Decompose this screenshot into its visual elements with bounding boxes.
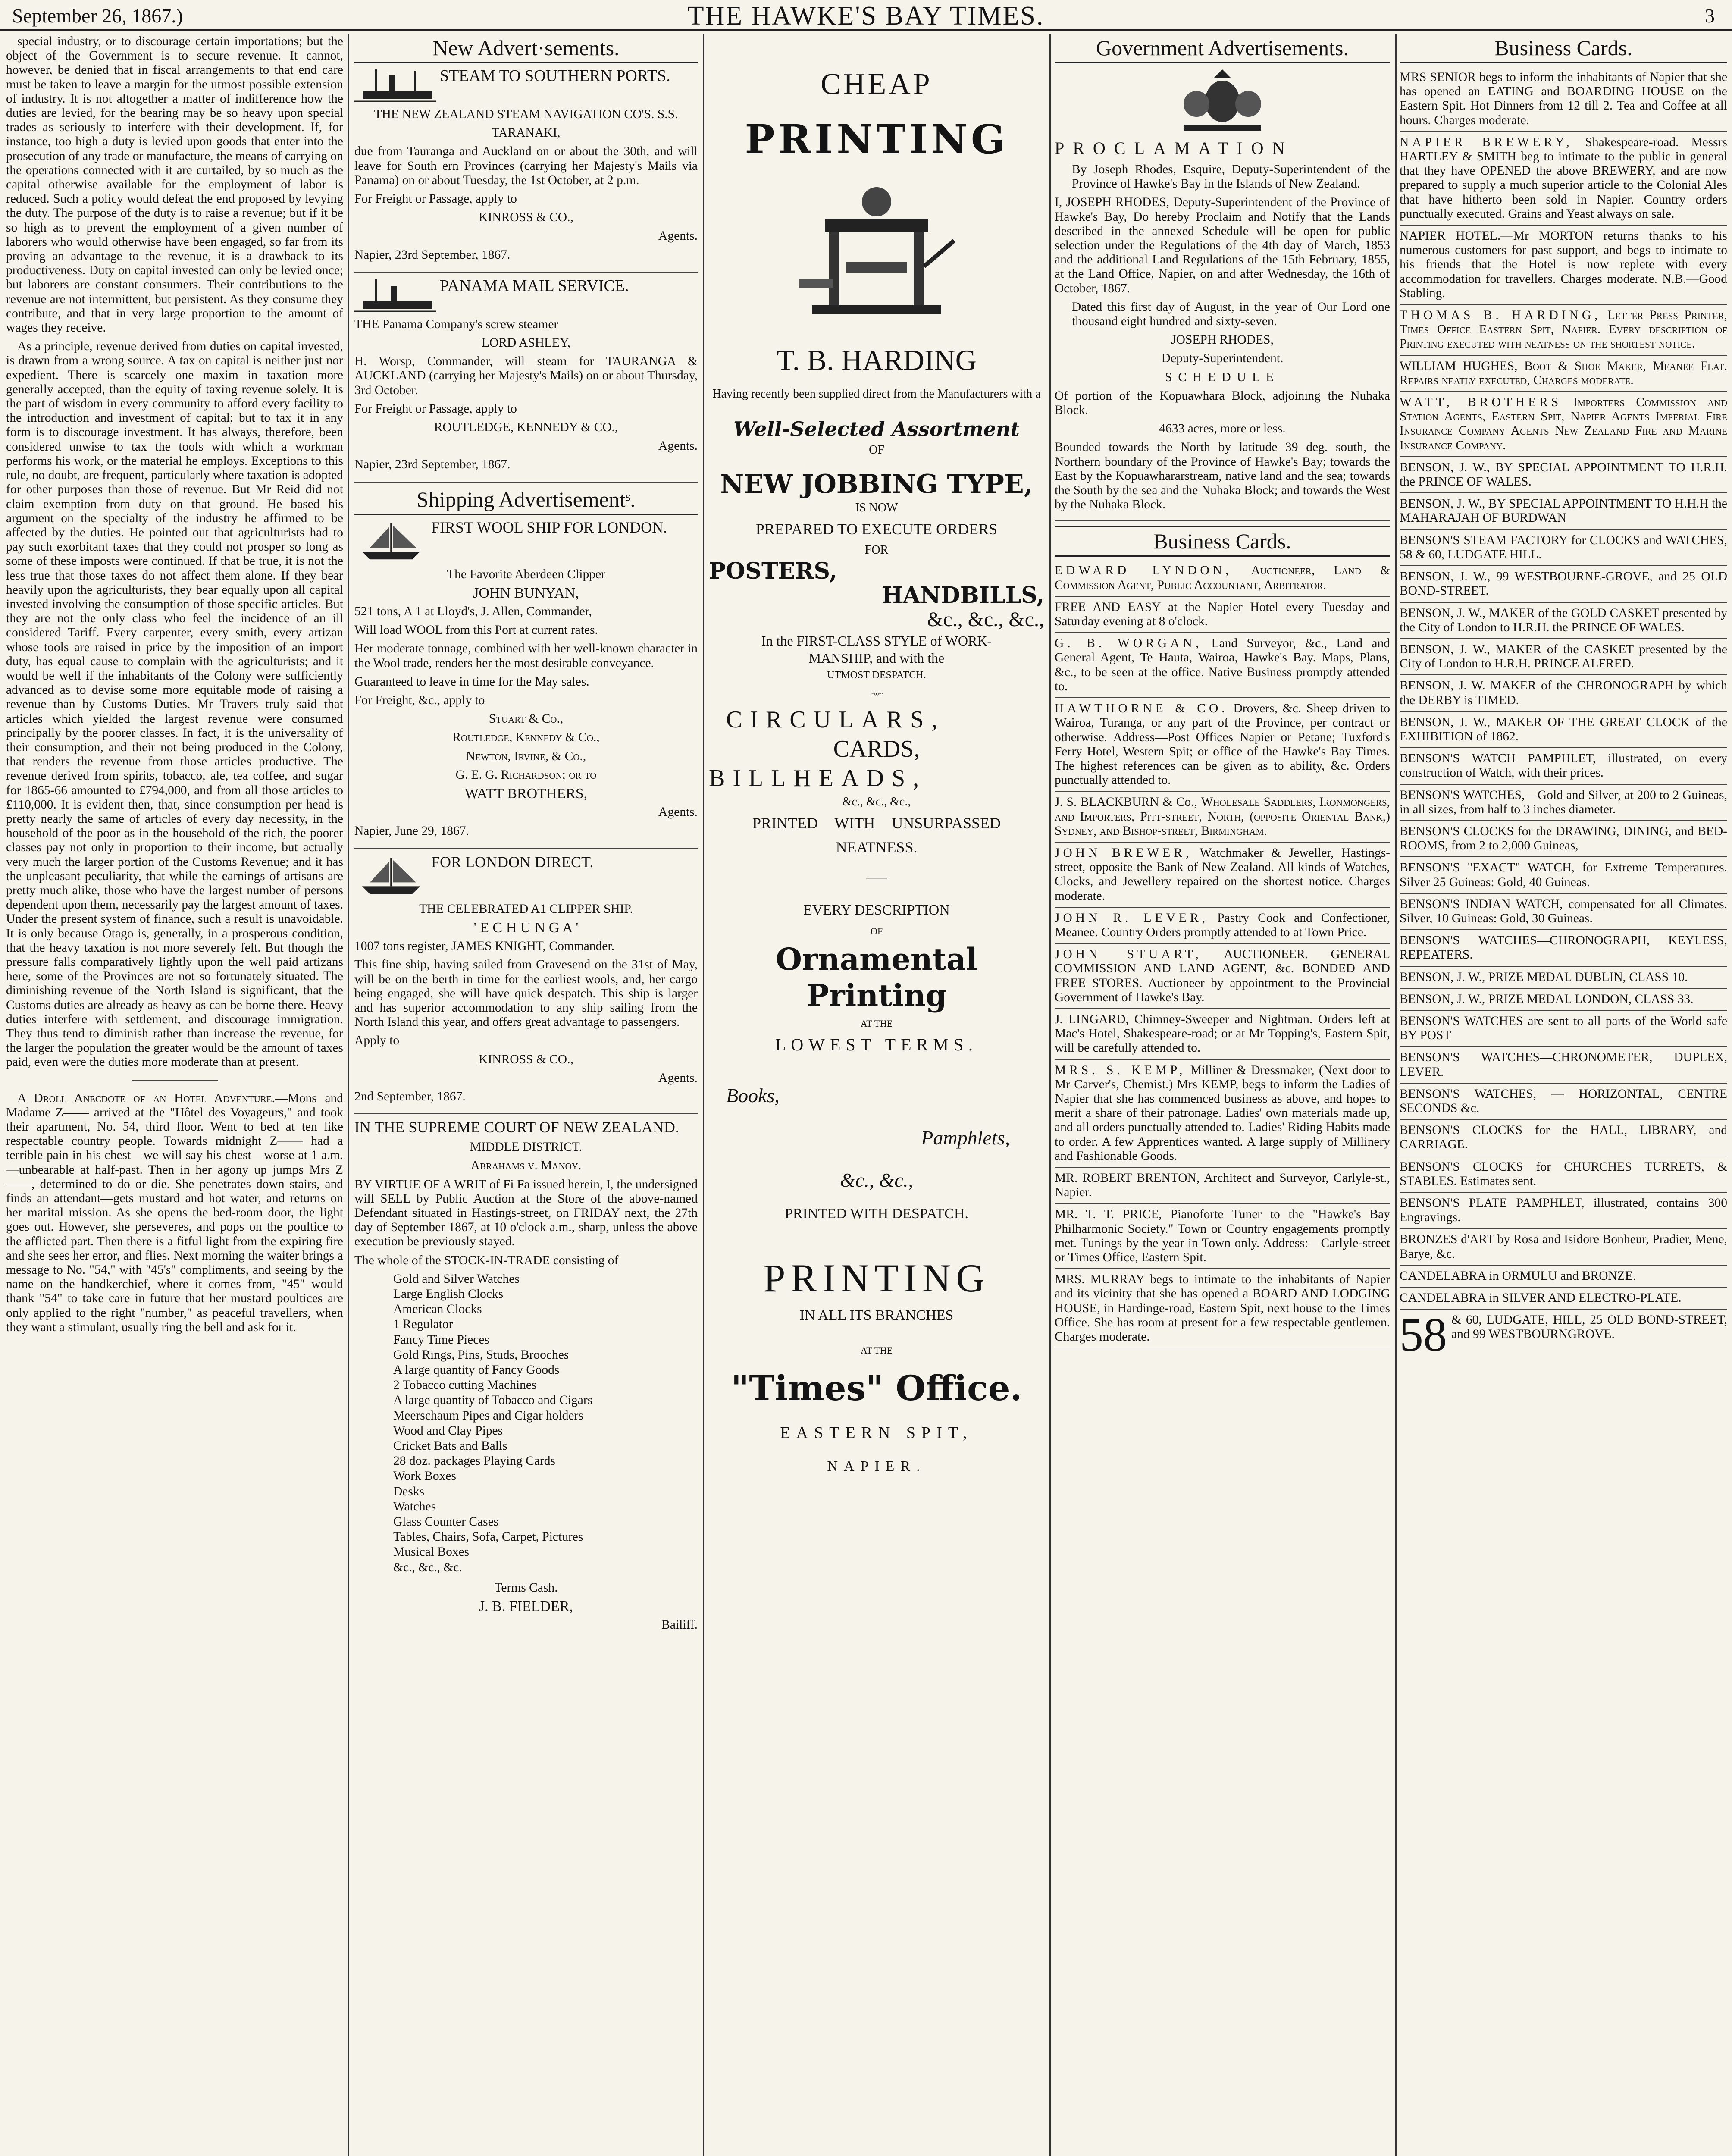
advert-text: 521 tons, A 1 at Lloyd's, J. Allen, Commander,: [354, 605, 592, 619]
benson-advert: BENSON'S WATCHES—CHRONOMETER, DUPLEX, LEVER.: [1400, 1047, 1727, 1083]
card-text: Shakespeare-road. Messrs HARTLEY & SMITH beg to intimate to the public in general that they have OPENED the above BREWERY, and are now prepared to supply a much superior article to the Colonial Ales that have hitherto been sold in Napier. Country orders punctually executed. Grains and Yeast always on sale.: [1400, 135, 1727, 221]
list-item: 1 Regulator: [393, 1317, 453, 1332]
list-item: 2 Tobacco cutting Machines: [393, 1378, 537, 1392]
card-text: Architect and Surveyor, Carlyle-st., Napier.: [1055, 1171, 1390, 1200]
printing-line: PRINTING: [763, 1256, 990, 1300]
agents-label: Agents.: [658, 1071, 698, 1085]
printing-line: "Times" Office.: [731, 1368, 1022, 1408]
card-name: JOHN STUART,: [1055, 947, 1202, 962]
card-text: FREE AND EASY at the Napier Hotel every Tuesday and Saturday evening at 8 o'clock.: [1055, 600, 1390, 629]
printing-line: PRINTED WITH UNSURPASSED: [752, 815, 1001, 832]
business-card: [1055, 1009, 1390, 1060]
advert-panama-mail: [354, 277, 698, 483]
advert-text: H. Worsp, Commander, will steam for TAURANGA & AUCKLAND (carrying her Majesty's Mails) on or about Thursday, 3rd October.: [354, 354, 698, 397]
printing-line: NAPIER.: [827, 1458, 926, 1474]
business-card: [1055, 698, 1390, 792]
business-card: [1400, 132, 1727, 226]
issue-date: September 26, 1867.): [12, 5, 183, 27]
ornament: ~∞~: [870, 690, 883, 698]
advert-line: TARANAKI,: [492, 126, 561, 140]
court-district: MIDDLE DISTRICT.: [470, 1140, 582, 1154]
advert-text: Guaranteed to leave in time for the May sales.: [354, 674, 589, 689]
card-name: EDWARD LYNDON,: [1055, 564, 1232, 578]
list-item: American Clocks: [393, 1302, 482, 1316]
newspaper-title: THE HAWKE'S BAY TIMES.: [687, 1, 1045, 31]
card-name: G. B. WORGAN,: [1055, 636, 1203, 651]
printing-line: FOR: [864, 543, 889, 557]
editorial-paragraph: As a principle, revenue derived from duties on capital invested, is drawn from a wrong source. A tax on capital is neither just nor expedient. There is scarcely one maxim in taxation more generally accepted, than the equity of taxing revenue solely. It is the part of wisdom in every community to afford every facility to the introduction and investment of capital; but to tax it in any form is to discourage investment. It has always, therefore, been considered unwise to tax the tools with which a workman performs his work, or the material he employs. Exceptions to this rule, no doubt, are frequent, particularly where taxation is adopted for other purposes than those of revenue. But Mr Reid did not claim exemption from duty on that ground. He based his argument on the specialty of the industry he affirmed to be affected by the duties. He pointed out that agriculturists had to pay such exorbitant taxes that they could not prosper so long as some of these imposts were continued. If that be true, it is not the less true that those taxes do not affect them alone. If they bear heavily upon the agriculturists, they bear equally upon all capital invested involving the consumption of those specific articles. But they are not the only class who feel the incidence of an ill considered Tariff. Every carpenter, every smith, every artizan whose tools are raised in price by the imposition of an import duty, has equal cause to complain with the agriculturists; and it would be well if the inhabitants of the Colony were sufficiently advanced as to devise some more equitable mode of raising a revenue than by Customs Duties. Mr Travers truly said that articles which yielded the largest revenue were consumed principally by the poorer classes. In fact, it is the universality of their consumption, and their not being produced in the Colony, that renders the revenue from those articles productive. The revenue derived from spirits, tobacco, ale, tea coffee, and sugar for 1865-66 amounted to £794,000, and from all those articles to £110,000. It is evident then, that, since consumption per head is pretty nearly the same of articles of every day necessity, in the household of the poor as in the household of the rich, the poorer classes pay not only in proportion to their income, but actually very much the larger portion of the Customs Revenue; and it has the unpleasant peculiarity, that while the earnings of artisans are pretty much alike, those who have the largest number of persons dependent upon them, necessarily pay the largest amount of taxes. Under the present system of finance, such a result is unavoidable. It is only because Otago is, generally, in a prosperous condition, that the heavy taxation is not more severely felt. But though the pressure falls comparatively lightly upon the well paid artizans here, some of the Provinces are not so fortunately situated. The diminishing revenue of the North Island is significant, that the Customs duties are already as heavy as can be borne there. Heavy duties interfere with settlement, and discourage immigration. They thus tend to diminish rather than increase the revenue, for the larger the population the greater would be the amount of taxes paid, even were the duties more moderate than at present.: [6, 339, 343, 1069]
list-item: A large quantity of Fancy Goods: [393, 1363, 560, 1377]
cheap-heading: CHEAP: [821, 68, 933, 101]
printing-line: HANDBILLS,: [881, 582, 1044, 608]
printing-line: Books,: [726, 1084, 780, 1106]
anecdote-title: A Droll Anecdote of an Hotel Adventure.: [17, 1091, 275, 1105]
agent-name: ROUTLEDGE, KENNEDY & CO.,: [434, 420, 618, 435]
card-name: WILLIAM HUGHES,: [1400, 359, 1518, 373]
column-adverts: [354, 34, 698, 2156]
printing-line: EVERY DESCRIPTION: [803, 902, 950, 918]
advert-wool-ship: [354, 518, 698, 849]
list-item: 28 doz. packages Playing Cards: [393, 1454, 556, 1468]
business-card: [1400, 67, 1727, 132]
benson-advert: BENSON'S WATCHES, — HORIZONTAL, CENTRE SECONDS &c.: [1400, 1084, 1727, 1120]
proclamation: [1055, 138, 1390, 521]
royal-coat-of-arms: [1055, 67, 1390, 138]
schedule-title: SCHEDULE: [1165, 370, 1280, 384]
column-rule: [1049, 34, 1051, 2156]
business-card: [1055, 1269, 1390, 1348]
printing-press-illustration: [709, 176, 1044, 333]
advert-title: IN THE SUPREME COURT OF NEW ZEALAND.: [354, 1119, 679, 1136]
card-name: MRS SENIOR: [1400, 70, 1476, 84]
list-item: Wood and Clay Pipes: [393, 1423, 503, 1438]
printing-line: AT THE: [860, 1018, 893, 1029]
advert-text: This fine ship, having sailed from Gravesend on the 31st of May, will be on the berth in time for the earliest wools, and, her cargo being engaged, she will have quick despatch. This ship is larger and has superior accommodation to any ship sailing from the North Island this year, and offers great advantage to passengers.: [354, 958, 698, 1029]
agent-name: Stuart & Co.,: [489, 712, 564, 726]
ship-name: LORD ASHLEY,: [482, 336, 570, 350]
business-card: [1400, 356, 1727, 392]
list-item: &c., &c., &c.: [393, 1560, 462, 1574]
printing-line: IS NOW: [855, 501, 898, 514]
list-item: Glass Counter Cases: [393, 1515, 499, 1529]
printing-line: Ornamental Printing: [776, 941, 977, 1013]
card-name: MRS. MURRAY: [1055, 1272, 1145, 1287]
card-text: Chimney-Sweeper and Nightman. Orders left at Mac's Hotel, Shakespeare-road; or at Mr Topping's, Eastern Spit, will be carefully attended to.: [1055, 1012, 1390, 1055]
list-item: A large quantity of Tobacco and Cigars: [393, 1393, 593, 1407]
advert-date: Napier, 23rd September, 1867.: [354, 248, 511, 262]
benson-advert: BENSON'S WATCHES—CHRONOGRAPH, KEYLESS, REPEATERS.: [1400, 930, 1727, 966]
card-name: JOHN BREWER,: [1055, 846, 1193, 860]
proclamation-text: I, JOSEPH RHODES, Deputy-Superintendent of the Province of Hawke's Bay, Do hereby Proclaim and Notify that the Lands described in the annexed Schedule will be open for public selection under the Regulations of the 4th day of March, 1853 and the additional Land Regulations of the 15th February, 1855, at the Land Office, Napier, on and after Wednesday, the 16th of October, 1867.: [1055, 195, 1390, 295]
printing-line: MANSHIP, and with the: [808, 650, 945, 666]
card-text: begs to intimate to the inhabitants of Napier and its vicinity that she has opened a BOARD AND LODGING HOUSE, in Hardinge-road, Eastern Spit, next house to the Times Office. She has room at present for a few respectable gentlemen. Charges moderate.: [1055, 1272, 1390, 1344]
advert-text: Apply to: [354, 1034, 400, 1048]
printing-line: PRINTED WITH DESPATCH.: [785, 1206, 968, 1222]
terms: Terms Cash.: [494, 1580, 558, 1595]
advert-line: The Favorite Aberdeen Clipper: [447, 567, 605, 581]
business-card: [1055, 633, 1390, 698]
list-item: Gold and Silver Watches: [393, 1272, 520, 1286]
business-card: [1055, 1204, 1390, 1269]
advert-title: FOR LONDON DIRECT.: [431, 853, 594, 871]
list-item: Meerschaum Pipes and Cigar holders: [393, 1408, 583, 1423]
printing-line: UTMOST DESPATCH.: [827, 670, 926, 681]
benson-advert: BENSON'S WATCHES,—Gold and Silver, at 200 to 2 Guineas, in all sizes, from half to 3 inches diameter.: [1400, 785, 1727, 821]
anecdote-text: —Mons and Madame Z—— arrived at the "Hôtel des Voyageurs," and took their apartment, No. 54, third floor. Went to bed at ten like respectable country people. Towards midnight Z—— had a terrible pain in his chest—we will say his chest—worse at 1 a.m.—unbearable at half-past. Then in her agony up jumps Mrs Z——, determined to do or die. She penetrates down stairs, and finds an attendant—gets mustard and hot water, and returns on her marital mission. As she opens the bed-room door, the light goes out. However, she perseveres, and pops on the poultice to the afflicted part. Then there is a fitful light from the expiring fire and she sees her error, and flies. Next morning the waiter brings a message to No. "54," with "45's" compliments, and seeing by the name on the handkerchief, where it comes from, "45" would thank "54" to take care in future that her mustard poultices are only applied to the right "number," as peaceful travellers, when they want a stimulant, usually ring the bell and ask for it.: [6, 1091, 343, 1334]
card-name: J. S. BLACKBURN & Co.,: [1055, 795, 1198, 809]
advert-text: 1007 tons register, JAMES KNIGHT, Commander.: [354, 939, 614, 953]
agent-name: Newton, Irvine, & Co.,: [466, 749, 586, 763]
card-text: Land Surveyor, &c., Land and General Agent, Te Hauta, Wairoa, Hawke's Bay. Maps, Plans, &c., to be seen at the office. Native Business promptly attended to.: [1055, 636, 1390, 693]
business-card: [1400, 226, 1727, 305]
card-name: JOHN R. LEVER,: [1055, 911, 1209, 925]
court-case: Abrahams v. Manoy.: [470, 1159, 582, 1173]
agent-name: KINROSS & CO.,: [479, 1052, 573, 1066]
advert-text: For Freight, &c., apply to: [354, 693, 485, 708]
sailing-ship-icon: [354, 518, 428, 566]
printing-line: LOWEST TERMS.: [775, 1035, 978, 1054]
list-item: Desks: [393, 1484, 425, 1498]
card-name: MRS. S. KEMP,: [1055, 1063, 1186, 1077]
benson-advert: BENSON, J. W., BY SPECIAL APPOINTMENT TO H.R.H. the PRINCE OF WALES.: [1400, 457, 1727, 493]
printing-line: NEW JOBBING TYPE,: [720, 469, 1033, 499]
advert-title: STEAM TO SOUTHERN PORTS.: [440, 67, 670, 85]
ship-name: JOHN BUNYAN,: [473, 585, 579, 601]
column-printing-advert: [709, 34, 1044, 2156]
printing-line: OF: [870, 926, 883, 937]
printing-line: &c., &c., &c.,: [842, 795, 911, 808]
list-item: Cricket Bats and Balls: [393, 1439, 507, 1453]
benson-advert: BENSON, J. W., MAKER of the CASKET presented by the City of London to H.R.H. PRINCE ALFRED.: [1400, 639, 1727, 675]
agent-name: Routledge, Kennedy & Co.,: [452, 730, 600, 745]
card-text: Boot & Shoe Maker, Meanee Flat. Repairs neatly executed, Charges moderate.: [1400, 359, 1727, 387]
anecdote: [6, 1091, 343, 1335]
printing-line: In the FIRST-CLASS STYLE of WORK-: [761, 633, 992, 649]
list-item: Musical Boxes: [393, 1545, 470, 1559]
proclamation-title: PROCLAMATION: [1055, 138, 1294, 158]
card-name: J. LINGARD,: [1055, 1012, 1129, 1026]
advert-date: 2nd September, 1867.: [354, 1089, 466, 1103]
advert-text: Will load WOOL from this Port at current rates.: [354, 623, 598, 637]
printing-line: PREPARED TO EXECUTE ORDERS: [755, 520, 998, 538]
steamship-icon: [354, 277, 436, 316]
business-card: [1055, 1168, 1390, 1204]
printing-line: AT THE: [860, 1345, 893, 1356]
column-rule: [348, 34, 349, 2156]
advert-title: FIRST WOOL SHIP FOR LONDON.: [431, 518, 667, 536]
printing-line: Well-Selected Assortment: [733, 417, 1020, 441]
agents-label: Agents.: [658, 805, 698, 819]
benson-advert: BENSON, J. W., 99 WESTBOURNE-GROVE, and 25 OLD BOND-STREET.: [1400, 566, 1727, 602]
card-text: AUCTIONEER. GENERAL COMMISSION AND LAND AGENT, &c. BONDED AND FREE STORES. Auctioneer by appointment to the Provincial Government of Hawke's Bay.: [1055, 947, 1390, 1004]
agents-label: Agents.: [658, 439, 698, 453]
advert-text: BY VIRTUE OF A WRIT of Fi Fa issued herein, I, the undersigned will SELL by Public Auction at the Store of the above-named Defendant situated in Hastings-street, on FRIDAY next, the 27th day of September 1867, at 10 o'clock a.m., sharp, unless the above execution be previously stayed.: [354, 1177, 698, 1249]
printing-heading: PRINTING: [745, 116, 1009, 163]
benson-address: [1400, 1308, 1727, 1361]
card-text: Pastry Cook and Confectioner, Meanee. Country Orders promptly attended to at Town Price.: [1055, 911, 1390, 939]
editorial-paragraph: special industry, or to discourage certain importations; but the object of the Government is to secure revenue. It cannot, however, be denied that in fiscal arrangements to that end care must be taken to leave a margin for the utmost possible extension of industry. It is not altogether a matter of indifference how the duties are levied, for the bearing may be so heavy upon special trades as seriously to interfere with their development. If, for instance, too high a duty is levied upon goods that enter into the prosecution of any trade or manufacture, the means of carrying on the operations connected with it are curtailed, by so much as the capital otherwise available for the employment of labor is reduced. Such a policy would defeat the end proposed by levying the duty. The purpose of the duty is to raise a revenue; but if it be so high as to prevent the employment of a given number of laborers who would otherwise have been engaged, so far from its proving an advantage to the revenue, it is a drawback to its productiveness. Duty on capital invested can only be levied once; but laborers are constant consumers. Their contributions to the revenue are not intermittent, but persistent. As they consume they contribute, and that in very large proportion to the amount of wages they receive.: [6, 34, 343, 335]
column-business-cards: [1400, 34, 1727, 2156]
card-name: NAPIER HOTEL.: [1400, 229, 1501, 243]
business-card: [1400, 392, 1727, 457]
advert-london-direct: [354, 853, 698, 1114]
proclamation-by: By Joseph Rhodes, Esquire, Deputy-Superintendent of the Province of Hawke's Bay in the Islands of New Zealand.: [1072, 163, 1390, 191]
card-text: Watchmaker & Jeweller, Hastings-street, opposite the Bank of New Zealand. All kinds of Watches, Clocks, and Jewellery repaired on the shortest notice. Charges moderate.: [1055, 846, 1390, 903]
printer-name: T. B. HARDING: [777, 344, 977, 376]
benson-advert: BENSON'S CLOCKS for CHURCHES TURRETS, & STABLES. Estimates sent.: [1400, 1156, 1727, 1193]
agents-label: Agents.: [658, 229, 698, 243]
list-item: Watches: [393, 1499, 436, 1514]
divider: ———: [866, 875, 887, 882]
list-item: Large English Clocks: [393, 1287, 504, 1301]
benson-advert: BENSON'S PLATE PAMPHLET, illustrated, contains 300 Engravings.: [1400, 1193, 1727, 1229]
section-heading-business-cards: Business Cards.: [1055, 526, 1390, 557]
page-header: [0, 0, 1732, 31]
advert-supreme-court: [354, 1119, 698, 1632]
advert-title: PANAMA MAIL SERVICE.: [440, 276, 629, 295]
business-card: [1055, 1060, 1390, 1168]
printing-press-icon: [795, 176, 958, 331]
card-text: Milliner & Dressmaker, (Next door to Mr Carver's, Chemist.) Mrs KEMP, begs to inform the Ladies of Napier that she has commenced business as above, and hopes to merit a share of their patronage. Ladies' own materials made up, and all orders punctually attended to. Ladies' Riding Habits made to order. A few Apprentices wanted. A large supply of Millinery and Fashionable Goods.: [1055, 1063, 1390, 1163]
advert-text: Her moderate tonnage, combined with her well-known character in the Wool trade, renders her the most desirable conveyance.: [354, 642, 698, 670]
printing-line: Pamphlets,: [921, 1127, 1010, 1149]
signer-role: Bailiff.: [661, 1618, 698, 1632]
benson-advert: BENSON, J. W., BY SPECIAL APPOINTMENT TO H.H.H the MAHARAJAH OF BURDWAN: [1400, 493, 1727, 530]
advert-line: THE NEW ZEALAND STEAM NAVIGATION CO'S. S.S.: [374, 107, 678, 121]
section-heading-new-adverts: New Advert·sements.: [354, 35, 698, 63]
advert-text: The whole of the STOCK-IN-TRADE consisting of: [354, 1253, 619, 1267]
advert-line: THE CELEBRATED A1 CLIPPER SHIP.: [419, 902, 633, 916]
printing-line: OF: [869, 443, 884, 457]
schedule-text: Of portion of the Kopuawhara Block, adjoining the Nuhaka Block.: [1055, 389, 1390, 417]
advert-text: THE Panama Company's screw steamer: [354, 317, 558, 331]
address-number: 58: [1400, 1308, 1447, 1361]
sailing-ship-icon: [354, 853, 428, 900]
benson-advert: CANDELABRA in SILVER AND ELECTRO-PLATE.: [1400, 1288, 1727, 1310]
section-heading-shipping: Shipping Advertisementˢ.: [354, 487, 698, 515]
card-text: Letter Press Printer, Times Office Eastern Spit, Napier. Every description of Printing executed with neatness on the shortest notice.: [1400, 308, 1727, 351]
benson-advert: BENSON'S INDIAN WATCH, compensated for all Climates. Silver, 10 Guineas: Gold, 30 Guineas.: [1400, 894, 1727, 930]
column-government: [1055, 34, 1390, 2156]
section-heading-government: Government Advertisements.: [1055, 35, 1390, 63]
card-name: NAPIER BREWERY,: [1400, 135, 1573, 149]
benson-advert: BENSON'S WATCH PAMPHLET, illustrated, on every construction of Watch, with their prices.: [1400, 748, 1727, 784]
printing-line: BILLHEADS,: [709, 765, 927, 792]
printing-line: &c., &c., &c.,: [927, 608, 1044, 631]
business-card: [1055, 908, 1390, 944]
steamship-icon: [354, 67, 436, 106]
benson-advert: BENSON, J. W., MAKER OF THE GREAT CLOCK of the EXHIBITION of 1862.: [1400, 712, 1727, 748]
ship-name: ' E C H U N G A ': [473, 919, 579, 936]
schedule-bounded: Bounded towards the North by latitude 39 deg. south, the Northern boundary of the Province of Hawke's Bay; towards the East by the Kopuawhararstream, native land and the sea; towards the South by the sea and the Nuhaka Block; and towards the West by the Nuhaka Block.: [1055, 440, 1390, 512]
printing-line: Having recently been supplied direct from the Manufacturers with a: [712, 387, 1041, 401]
benson-advert: BENSON'S WATCHES are sent to all parts of the World safe BY POST: [1400, 1011, 1727, 1047]
business-card: [1055, 843, 1390, 908]
advert-date: Napier, June 29, 1867.: [354, 824, 469, 838]
benson-advert: BENSON'S CLOCKS for the DRAWING, DINING, and BED-ROOMS, from 2 to 2,000 Guineas,: [1400, 821, 1727, 857]
benson-advert: BENSON, J. W., MAKER of the GOLD CASKET presented by the City of London to H.R.H. the PRINCE OF WALES.: [1400, 603, 1727, 639]
list-item: Work Boxes: [393, 1469, 456, 1483]
benson-advert: BRONZES d'ART by Rosa and Isidore Bonheur, Pradier, Mene, Barye, &c.: [1400, 1229, 1727, 1265]
proclamation-signer: JOSEPH RHODES,: [1171, 333, 1274, 347]
agent-name: KINROSS & CO.,: [479, 210, 573, 225]
schedule-acres: 4633 acres, more or less.: [1159, 422, 1286, 436]
business-card: [1400, 305, 1727, 356]
business-card: [1055, 792, 1390, 843]
coat-of-arms-icon: [1166, 67, 1278, 136]
card-text: Auctioneer, Land & Commission Agent, Public Accountant, Arbitrator.: [1055, 564, 1390, 592]
printing-line: POSTERS,: [709, 558, 837, 584]
card-name: MR. ROBERT BRENTON,: [1055, 1171, 1200, 1185]
benson-advert: BENSON, J. W., PRIZE MEDAL LONDON, CLASS 33.: [1400, 989, 1727, 1011]
advert-text: due from Tauranga and Auckland on or about the 30th, and will leave for South ern Provinces (carrying her Majesty's Mails via Panama) on or about Tuesday, the 1st October, at 2 p.m.: [354, 144, 698, 187]
list-item: Tables, Chairs, Sofa, Carpet, Pictures: [393, 1530, 583, 1544]
printing-line: NEATNESS.: [836, 839, 918, 856]
list-item: Gold Rings, Pins, Studs, Brooches: [393, 1348, 569, 1362]
column-rule: [703, 34, 704, 2156]
card-text: Drovers, &c. Sheep driven to Wairoa, Turanga, or any part of the Province, per contract or otherwise. Address—Post Offices Napier or Petane; Tuxford's Ferry Hotel, Western Spit; or office of the Hawke's Bay Times. The highest references can be given as to ability, &c. Orders punctually attended to.: [1055, 702, 1390, 787]
proclamation-role: Deputy-Superintendent.: [1161, 351, 1284, 366]
divider: [132, 1080, 218, 1081]
column-editorial: [6, 34, 343, 2156]
benson-advert: CANDELABRA in ORMULU and BRONZE.: [1400, 1266, 1727, 1288]
signer: J. B. FIELDER,: [479, 1598, 573, 1615]
address-text: & 60, LUDGATE, HILL, 25 OLD BOND-STREET, and 99 WESTBOURNGROVE.: [1451, 1313, 1727, 1341]
card-text: Pianoforte Tuner to the "Hawke's Bay Philharmonic Society." Town or Country engagements promptly met. Tunings by the year in Town only. Address:—Carlyle-street or Times Office, Eastern Spit.: [1055, 1207, 1390, 1264]
agent-name: G. E. G. Richardson; or to: [455, 768, 597, 782]
stock-list: [354, 1272, 698, 1575]
card-name: HAWTHORNE & CO.: [1055, 702, 1228, 716]
benson-advert: BENSON, J. W. MAKER of the CHRONOGRAPH by which the DERBY is TIMED.: [1400, 675, 1727, 711]
printing-line: IN ALL ITS BRANCHES: [799, 1307, 954, 1323]
advert-text: For Freight or Passage, apply to: [354, 401, 517, 416]
card-name: THOMAS B. HARDING,: [1400, 308, 1601, 323]
printing-line: EASTERN SPIT,: [780, 1424, 973, 1442]
advert-date: Napier, 23rd September, 1867.: [354, 458, 511, 472]
advert-steam-southern-ports: [354, 67, 698, 273]
agent-name: WATT BROTHERS,: [464, 786, 588, 802]
card-text: Importers Commission and Station Agents, Eastern Spit, Napier Agents Imperial Fire Insurance Company Agents New Zealand Fire and Marine Insurance Company.: [1400, 395, 1727, 452]
column-rule: [1395, 34, 1397, 2156]
card-text: —Mr MORTON returns thanks to his numerous customers for past support, and begs to intimate to his friends that the Hotel is now replete with every accommodation for travellers. Charges moderate. N.B.—Good Stabling.: [1400, 229, 1727, 300]
card-text: begs to inform the inhabitants of Napier that she has opened an EATING and BOARDING HOUSE on the Eastern Spit. Hot Dinners from 12 till 2. Tea and Coffee at all hours. Charges moderate.: [1400, 70, 1727, 127]
benson-advert: BENSON'S "EXACT" WATCH, for Extreme Temperatures. Silver 25 Guineas: Gold, 40 Guineas.: [1400, 857, 1727, 893]
card-text: Wholesale Saddlers, Ironmongers, and Importers, Pitt-street, North, (opposite Oriental Bank,) Sydney, and Bishop-street, Birmingham.: [1055, 795, 1390, 838]
printing-line: CIRCULARS,: [726, 706, 946, 733]
list-item: Fancy Time Pieces: [393, 1332, 489, 1347]
printing-line: CARDS,: [833, 736, 920, 762]
business-card: [1055, 597, 1390, 633]
card-name: WATT, BROTHERS: [1400, 395, 1562, 410]
benson-advert: BENSON'S CLOCKS for the HALL, LIBRARY, and CARRIAGE.: [1400, 1120, 1727, 1156]
benson-advert: BENSON, J. W., PRIZE MEDAL DUBLIN, CLASS 10.: [1400, 967, 1727, 989]
advert-text: For Freight or Passage, apply to: [354, 192, 517, 206]
section-heading-business-cards: Business Cards.: [1400, 35, 1727, 63]
printing-line: &c., &c.,: [840, 1169, 913, 1191]
business-card: [1055, 944, 1390, 1009]
proclamation-dated: Dated this first day of August, in the year of Our Lord one thousand eight hundred and sixty-seven.: [1072, 300, 1390, 329]
card-name: MR. T. T. PRICE,: [1055, 1207, 1162, 1222]
page-number: 3: [1705, 5, 1715, 27]
benson-advert: BENSON'S STEAM FACTORY for CLOCKS and WATCHES, 58 & 60, LUDGATE HILL.: [1400, 530, 1727, 566]
business-card: [1055, 560, 1390, 596]
